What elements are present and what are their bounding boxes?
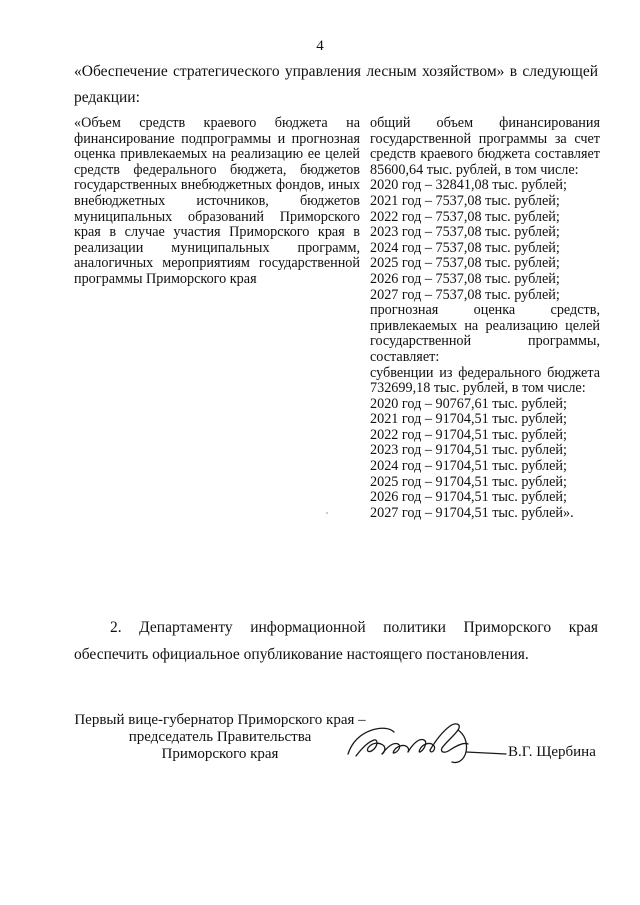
federal-year-line: 2027 год – 91704,51 тыс. рублей». bbox=[370, 504, 574, 521]
scan-speck bbox=[326, 512, 328, 514]
handwritten-signature bbox=[338, 712, 508, 772]
federal-year-line: 2020 год – 90767,61 тыс. рублей; bbox=[370, 395, 567, 412]
regional-year-line: 2021 год – 7537,08 тыс. рублей; bbox=[370, 192, 560, 209]
regional-year-line: 2027 год – 7537,08 тыс. рублей; bbox=[370, 286, 560, 303]
regional-year-line: 2023 год – 7537,08 тыс. рублей; bbox=[370, 224, 560, 241]
item-2-line-1: 2. Департаменту информационной политики Приморского края bbox=[110, 619, 598, 636]
intro-line-2: редакции: bbox=[74, 89, 140, 106]
forecast-text: прогнозная оценка средств, привлекаемых на реализацию целей государственной программы, составляет: bbox=[370, 302, 600, 365]
signatory-name: В.Г. Щербина bbox=[508, 744, 596, 760]
regional-year-line: 2024 год – 7537,08 тыс. рублей; bbox=[370, 239, 560, 256]
signatory-title bbox=[60, 712, 380, 763]
table-right-column bbox=[370, 116, 600, 521]
total-funding-text: общий объем финансирования государственной программы за счет средств краевого бюджета составляет 85600,64 тыс. рублей, в том числе: bbox=[370, 115, 600, 178]
federal-year-line: 2025 год – 91704,51 тыс. рублей; bbox=[370, 473, 567, 490]
federal-year-line: 2023 год – 91704,51 тыс. рублей; bbox=[370, 442, 567, 459]
regional-year-line: 2026 год – 7537,08 тыс. рублей; bbox=[370, 270, 560, 287]
page-number: 4 bbox=[316, 38, 324, 54]
regional-year-line: 2020 год – 32841,08 тыс. рублей; bbox=[370, 177, 567, 194]
regional-year-line: 2022 год – 7537,08 тыс. рублей; bbox=[370, 208, 560, 225]
federal-year-line: 2021 год – 91704,51 тыс. рублей; bbox=[370, 411, 567, 428]
federal-funding-text: субвенции из федерального бюджета 732699,18 тыс. рублей, в том числе: bbox=[370, 364, 600, 397]
intro-line-1: «Обеспечение стратегического управления лесным хозяйством» в следующей bbox=[74, 63, 598, 80]
signatory-title-line: Первый вице-губернатор Приморского края – bbox=[74, 712, 366, 728]
regional-years-list bbox=[370, 178, 600, 303]
federal-years-list bbox=[370, 397, 600, 522]
federal-year-line: 2026 год – 91704,51 тыс. рублей; bbox=[370, 489, 567, 506]
table-left-column: «Объем средств краевого бюджета на финансирование подпрограммы и прогнозная оценка привлекаемых на реализацию ее целей средств федерального бюджета, бюджетов государственных внебюджетных фондов, иных внебюджетных источников, бюджетов муниципальных образований Приморского края в случае участия Приморского края в реализации муниципальных программ, аналогичных мероприятиям государственной программы Приморского края bbox=[74, 115, 360, 287]
federal-year-line: 2022 год – 91704,51 тыс. рублей; bbox=[370, 426, 567, 443]
item-2-line-2: обеспечить официальное опубликование настоящего постановления. bbox=[74, 646, 529, 663]
regional-year-line: 2025 год – 7537,08 тыс. рублей; bbox=[370, 255, 560, 272]
federal-year-line: 2024 год – 91704,51 тыс. рублей; bbox=[370, 458, 567, 475]
signatory-title-line: председатель Правительства bbox=[128, 729, 312, 745]
signatory-title-line: Приморского края bbox=[161, 746, 279, 762]
